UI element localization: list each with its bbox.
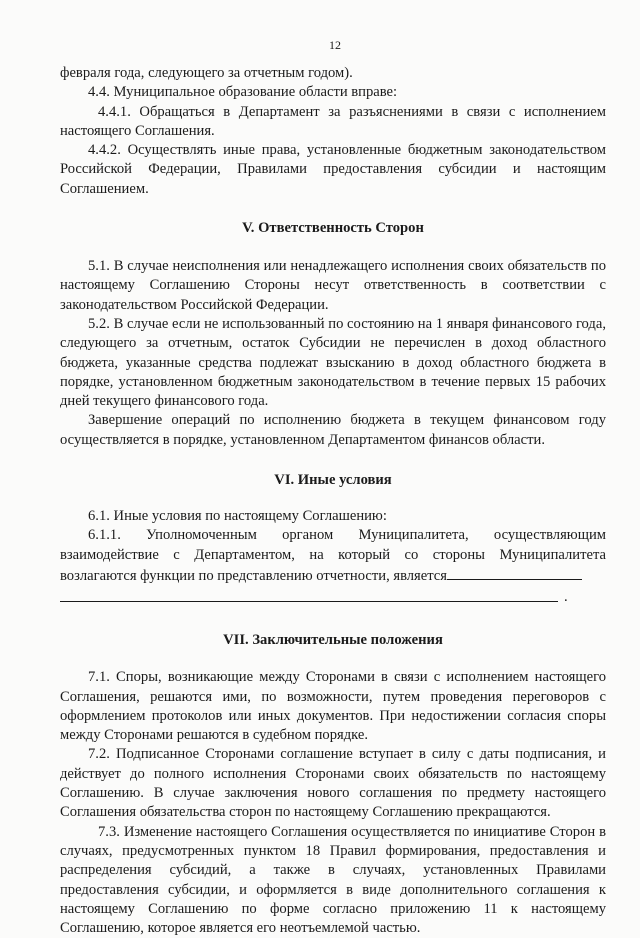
paragraph-6-1-1-text: 6.1.1. Уполномоченным органом Муниципалитета, осуществляющим взаимодействие с Департаментом, на который со стороны Муниципалитета возлагаются функции по представлению отчетности, является [60, 527, 606, 584]
paragraph-7-1: 7.1. Споры, возникающие между Сторонами в связи с исполнением настоящего Соглашения, решаются ими, по возможности, путем проведения переговоров с оформлением протоколов или иных документов. При недостижении согласия споры между Сторонами решаются в судебном порядке. [60, 669, 606, 744]
paragraph-5-2-completion: Завершение операций по исполнению бюджета в текущем финансовом году осуществляется в порядке, установленном Департаментом финансов области. [60, 412, 606, 448]
page-number: 12 [329, 38, 341, 52]
fill-in-blank-terminator: . [564, 589, 568, 606]
fill-in-blank-rule [60, 601, 558, 602]
paragraph-5-2: 5.2. В случае если не использованный по состоянию на 1 января финансового года, следующего за отчетным, остаток Субсидии не перечислен в доход областного бюджета, указанные средства подлежат взысканию в доход областного бюджета в порядке, установленном бюджетным законодательством в течение первых 15 рабочих дней текущего финансового года. [60, 315, 606, 410]
fill-in-blank-inline [447, 565, 582, 580]
paragraph-6-1-1 [60, 526, 606, 586]
fill-in-blank-line [60, 586, 606, 606]
paragraph-5-1: 5.1. В случае неисполнения или ненадлежащего исполнения своих обязательств по настоящему Соглашению Стороны несут ответственность в соответствии с законодательством Российской Федерации. [60, 258, 606, 313]
paragraph-4-4-2: 4.4.2. Осуществлять иные права, установленные бюджетным законодательством Российской Федерации, Правилами предоставления субсидии и настоящим Соглашением. [60, 142, 606, 197]
section-heading-5: V. Ответственность Сторон [242, 220, 424, 237]
paragraph-6-1: 6.1. Иные условия по настоящему Соглашению: [88, 508, 387, 525]
paragraph-7-2: 7.2. Подписанное Сторонами соглашение вступает в силу с даты подписания, и действует до полного исполнения Сторонами своих обязательств по настоящему Соглашению. В случае заключения нового соглашения по предмету настоящего Соглашения обязательства сторон по настоящему Соглашению прекращаются. [60, 746, 606, 821]
section-heading-6: VI. Иные условия [274, 472, 392, 489]
paragraph-4-4: 4.4. Муниципальное образование области вправе: [88, 84, 398, 101]
section-heading-7: VII. Заключительные положения [223, 632, 443, 649]
paragraph-4-4-1: 4.4.1. Обращаться в Департамент за разъяснениями в связи с исполнением настоящего Соглашения. [60, 103, 606, 139]
paragraph-7-3: 7.3. Изменение настоящего Соглашения осуществляется по инициативе Сторон в случаях, предусмотренных пунктом 18 Правил формирования, предоставления и распределения субсидий, а также в случаях, установленных Правилами предоставления субсидии, и оформляется в виде дополнительного соглашения к настоящему Соглашению по форме согласно приложению 11 к настоящему Соглашению, которое является его неотъемлемой частью. [60, 823, 606, 937]
paragraph-continuation: февраля года, следующего за отчетным годом). [60, 65, 353, 81]
